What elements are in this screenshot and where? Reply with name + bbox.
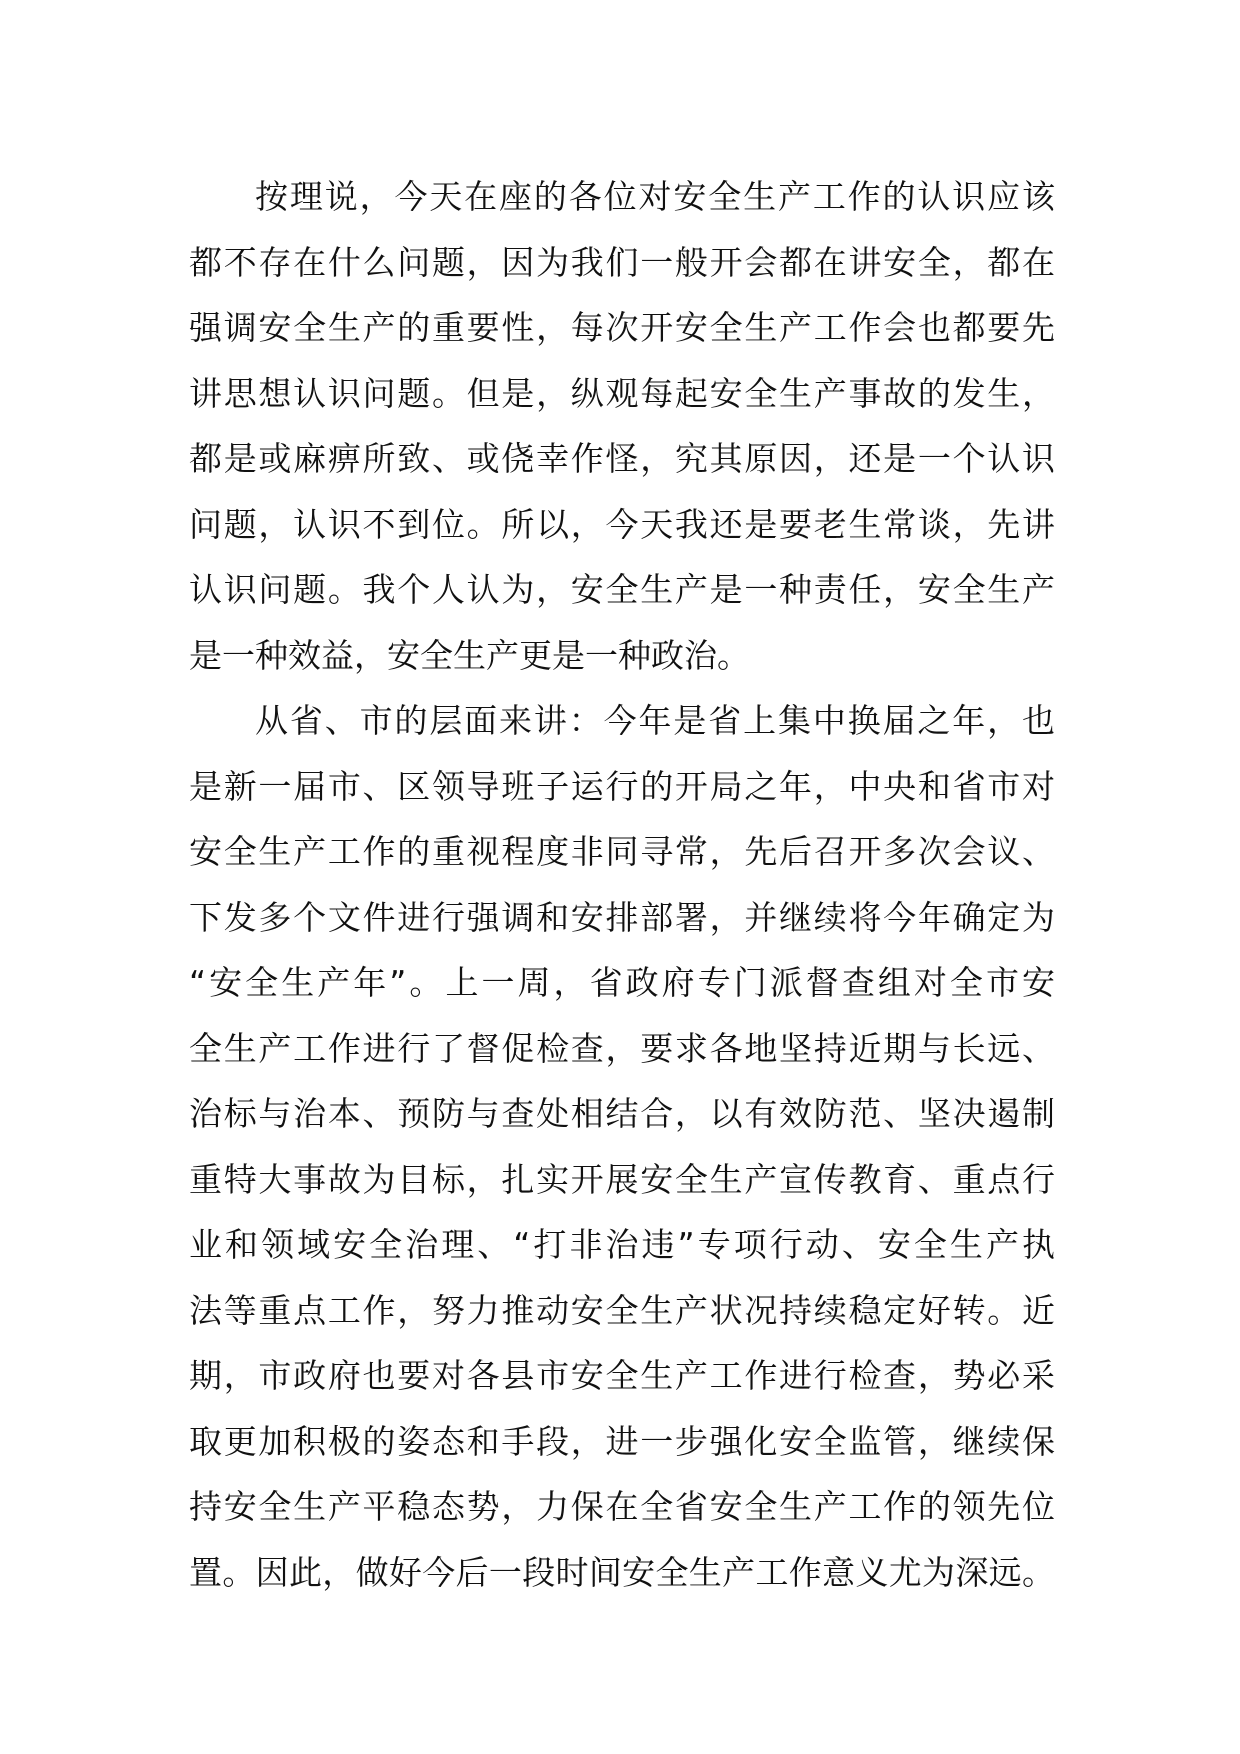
- paragraph-1-line: 都不存在什么问题，因为我们一般开会都在讲安全，都在: [189, 242, 1055, 282]
- paragraph-2-line: 置。因此，做好今后一段时间安全生产工作意义尤为深远。: [189, 1552, 1055, 1592]
- paragraph-2-line: 业和领域安全治理、“打非治违”专项行动、安全生产执: [189, 1225, 1055, 1264]
- paragraph-2-line: 法等重点工作，努力推动安全生产状况持续稳定好转。近: [189, 1290, 1055, 1330]
- paragraph-1-line: 认识问题。我个人认为，安全生产是一种责任，安全生产: [189, 570, 1055, 609]
- paragraph-2: [189, 688, 1055, 1605]
- paragraph-2-line: 是新一届市、区领导班子运行的开局之年，中央和省市对: [189, 766, 1055, 806]
- paragraph-2-line: 治标与治本、预防与查处相结合，以有效防范、坚决遏制: [189, 1094, 1055, 1133]
- paragraph-2-line: 重特大事故为目标，扎实开展安全生产宣传教育、重点行: [189, 1159, 1055, 1199]
- paragraph-2-line: 从省、市的层面来讲：今年是省上集中换届之年，也: [255, 701, 1055, 740]
- paragraph-2-line: 取更加积极的姿态和手段，进一步强化安全监管，继续保: [189, 1421, 1055, 1461]
- paragraph-1-line: 按理说，今天在座的各位对安全生产工作的认识应该: [255, 177, 1055, 216]
- paragraph-2-line: 安全生产工作的重视程度非同寻常，先后召开多次会议、: [189, 832, 1055, 871]
- paragraph-1-line: 讲思想认识问题。但是，纵观每起安全生产事故的发生，: [189, 373, 1055, 413]
- document-body: [189, 164, 1055, 1605]
- paragraph-2-line: 期，市政府也要对各县市安全生产工作进行检查，势必采: [189, 1356, 1055, 1395]
- paragraph-1-line: 是一种效益，安全生产更是一种政治。: [189, 635, 750, 675]
- paragraph-1-line: 都是或麻痹所致、或侥幸作怪，究其原因，还是一个认识: [189, 439, 1055, 478]
- paragraph-1: [189, 164, 1055, 688]
- paragraph-2-line: “安全生产年”。上一周，省政府专门派督查组对全市安: [189, 963, 1055, 1002]
- paragraph-2-line: 持安全生产平稳态势，力保在全省安全生产工作的领先位: [189, 1487, 1055, 1526]
- paragraph-2-line: 全生产工作进行了督促检查，要求各地坚持近期与长远、: [189, 1028, 1055, 1068]
- paragraph-1-line: 问题，认识不到位。所以，今天我还是要老生常谈，先讲: [189, 504, 1055, 544]
- paragraph-1-line: 强调安全生产的重要性，每次开安全生产工作会也都要先: [189, 308, 1055, 347]
- paragraph-2-line: 下发多个文件进行强调和安排部署，并继续将今年确定为: [189, 897, 1055, 937]
